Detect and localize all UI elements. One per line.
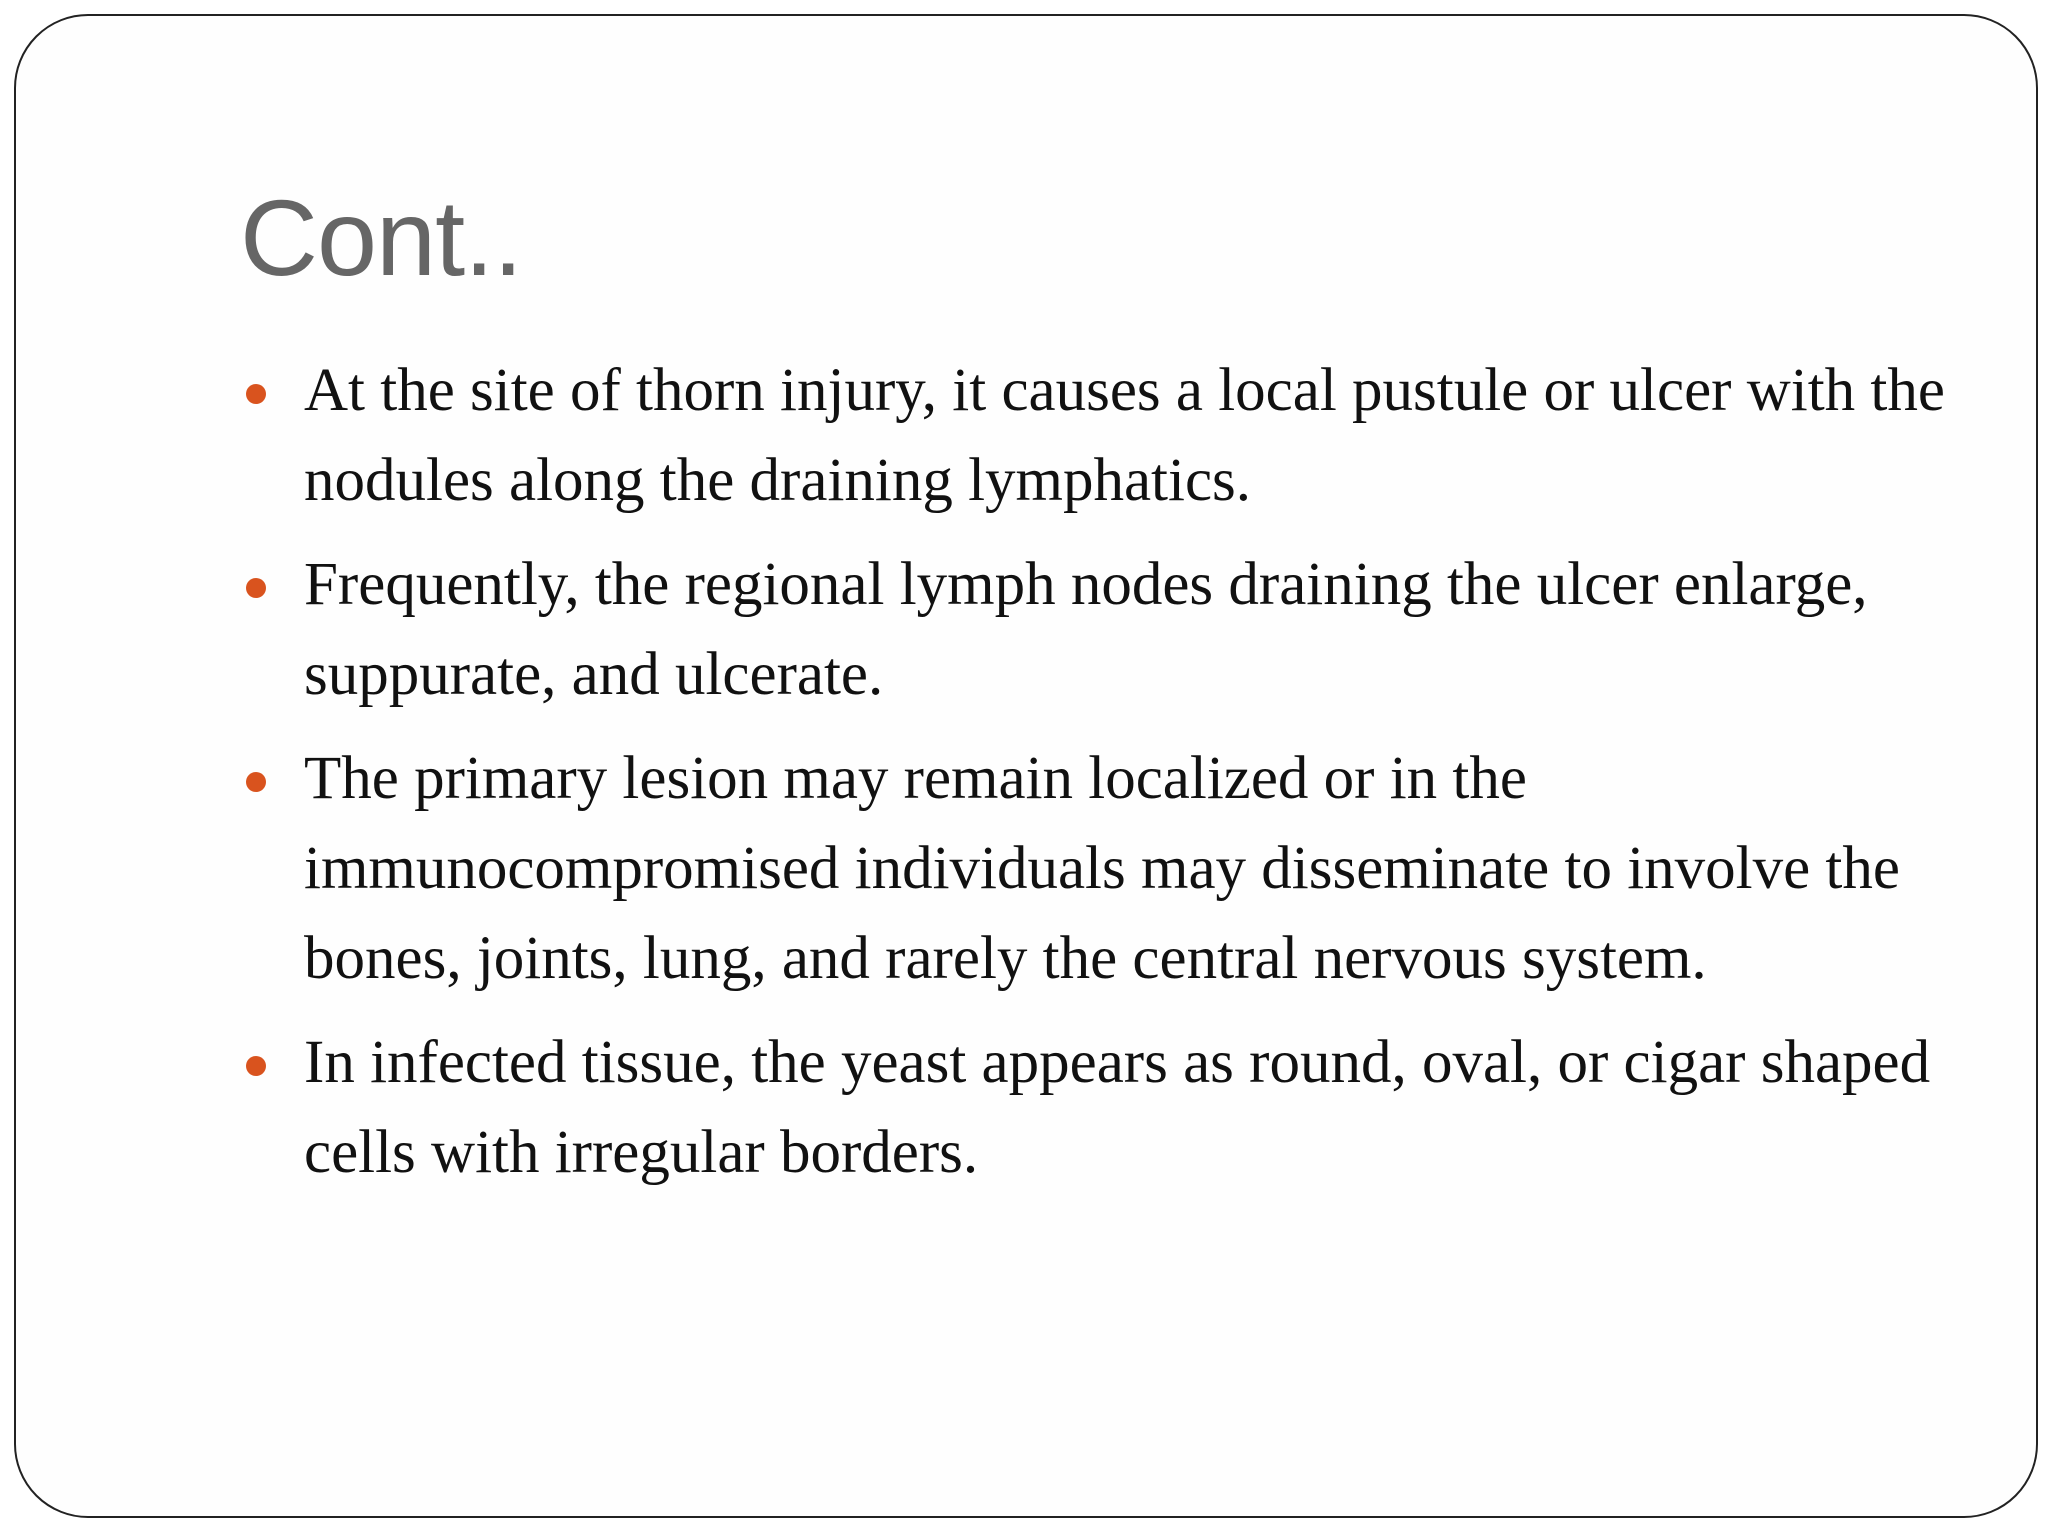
bullet-text: The primary lesion may remain localized or in the immunocompromised individuals may disseminate to involve the bones, joints, lung, and rarely the central nervous system. <box>304 745 1900 992</box>
bullet-item <box>242 1018 1962 1198</box>
bullet-item <box>242 540 1962 720</box>
bullet-list <box>242 346 1962 1212</box>
bullet-text: Frequently, the regional lymph nodes draining the ulcer enlarge, suppurate, and ulcerate. <box>304 551 1868 708</box>
bullet-dot-icon <box>246 772 266 792</box>
bullet-text: At the site of thorn injury, it causes a local pustule or ulcer with the nodules along the draining lymphatics. <box>304 357 1945 514</box>
bullet-item <box>242 734 1962 1004</box>
bullet-dot-icon <box>246 1056 266 1076</box>
bullet-dot-icon <box>246 384 266 404</box>
slide-frame <box>14 14 2038 1518</box>
bullet-dot-icon <box>246 578 266 598</box>
slide-title: Cont.. <box>240 177 523 298</box>
bullet-text: In infected tissue, the yeast appears as round, oval, or cigar shaped cells with irregular borders. <box>304 1029 1931 1186</box>
bullet-item <box>242 346 1962 526</box>
